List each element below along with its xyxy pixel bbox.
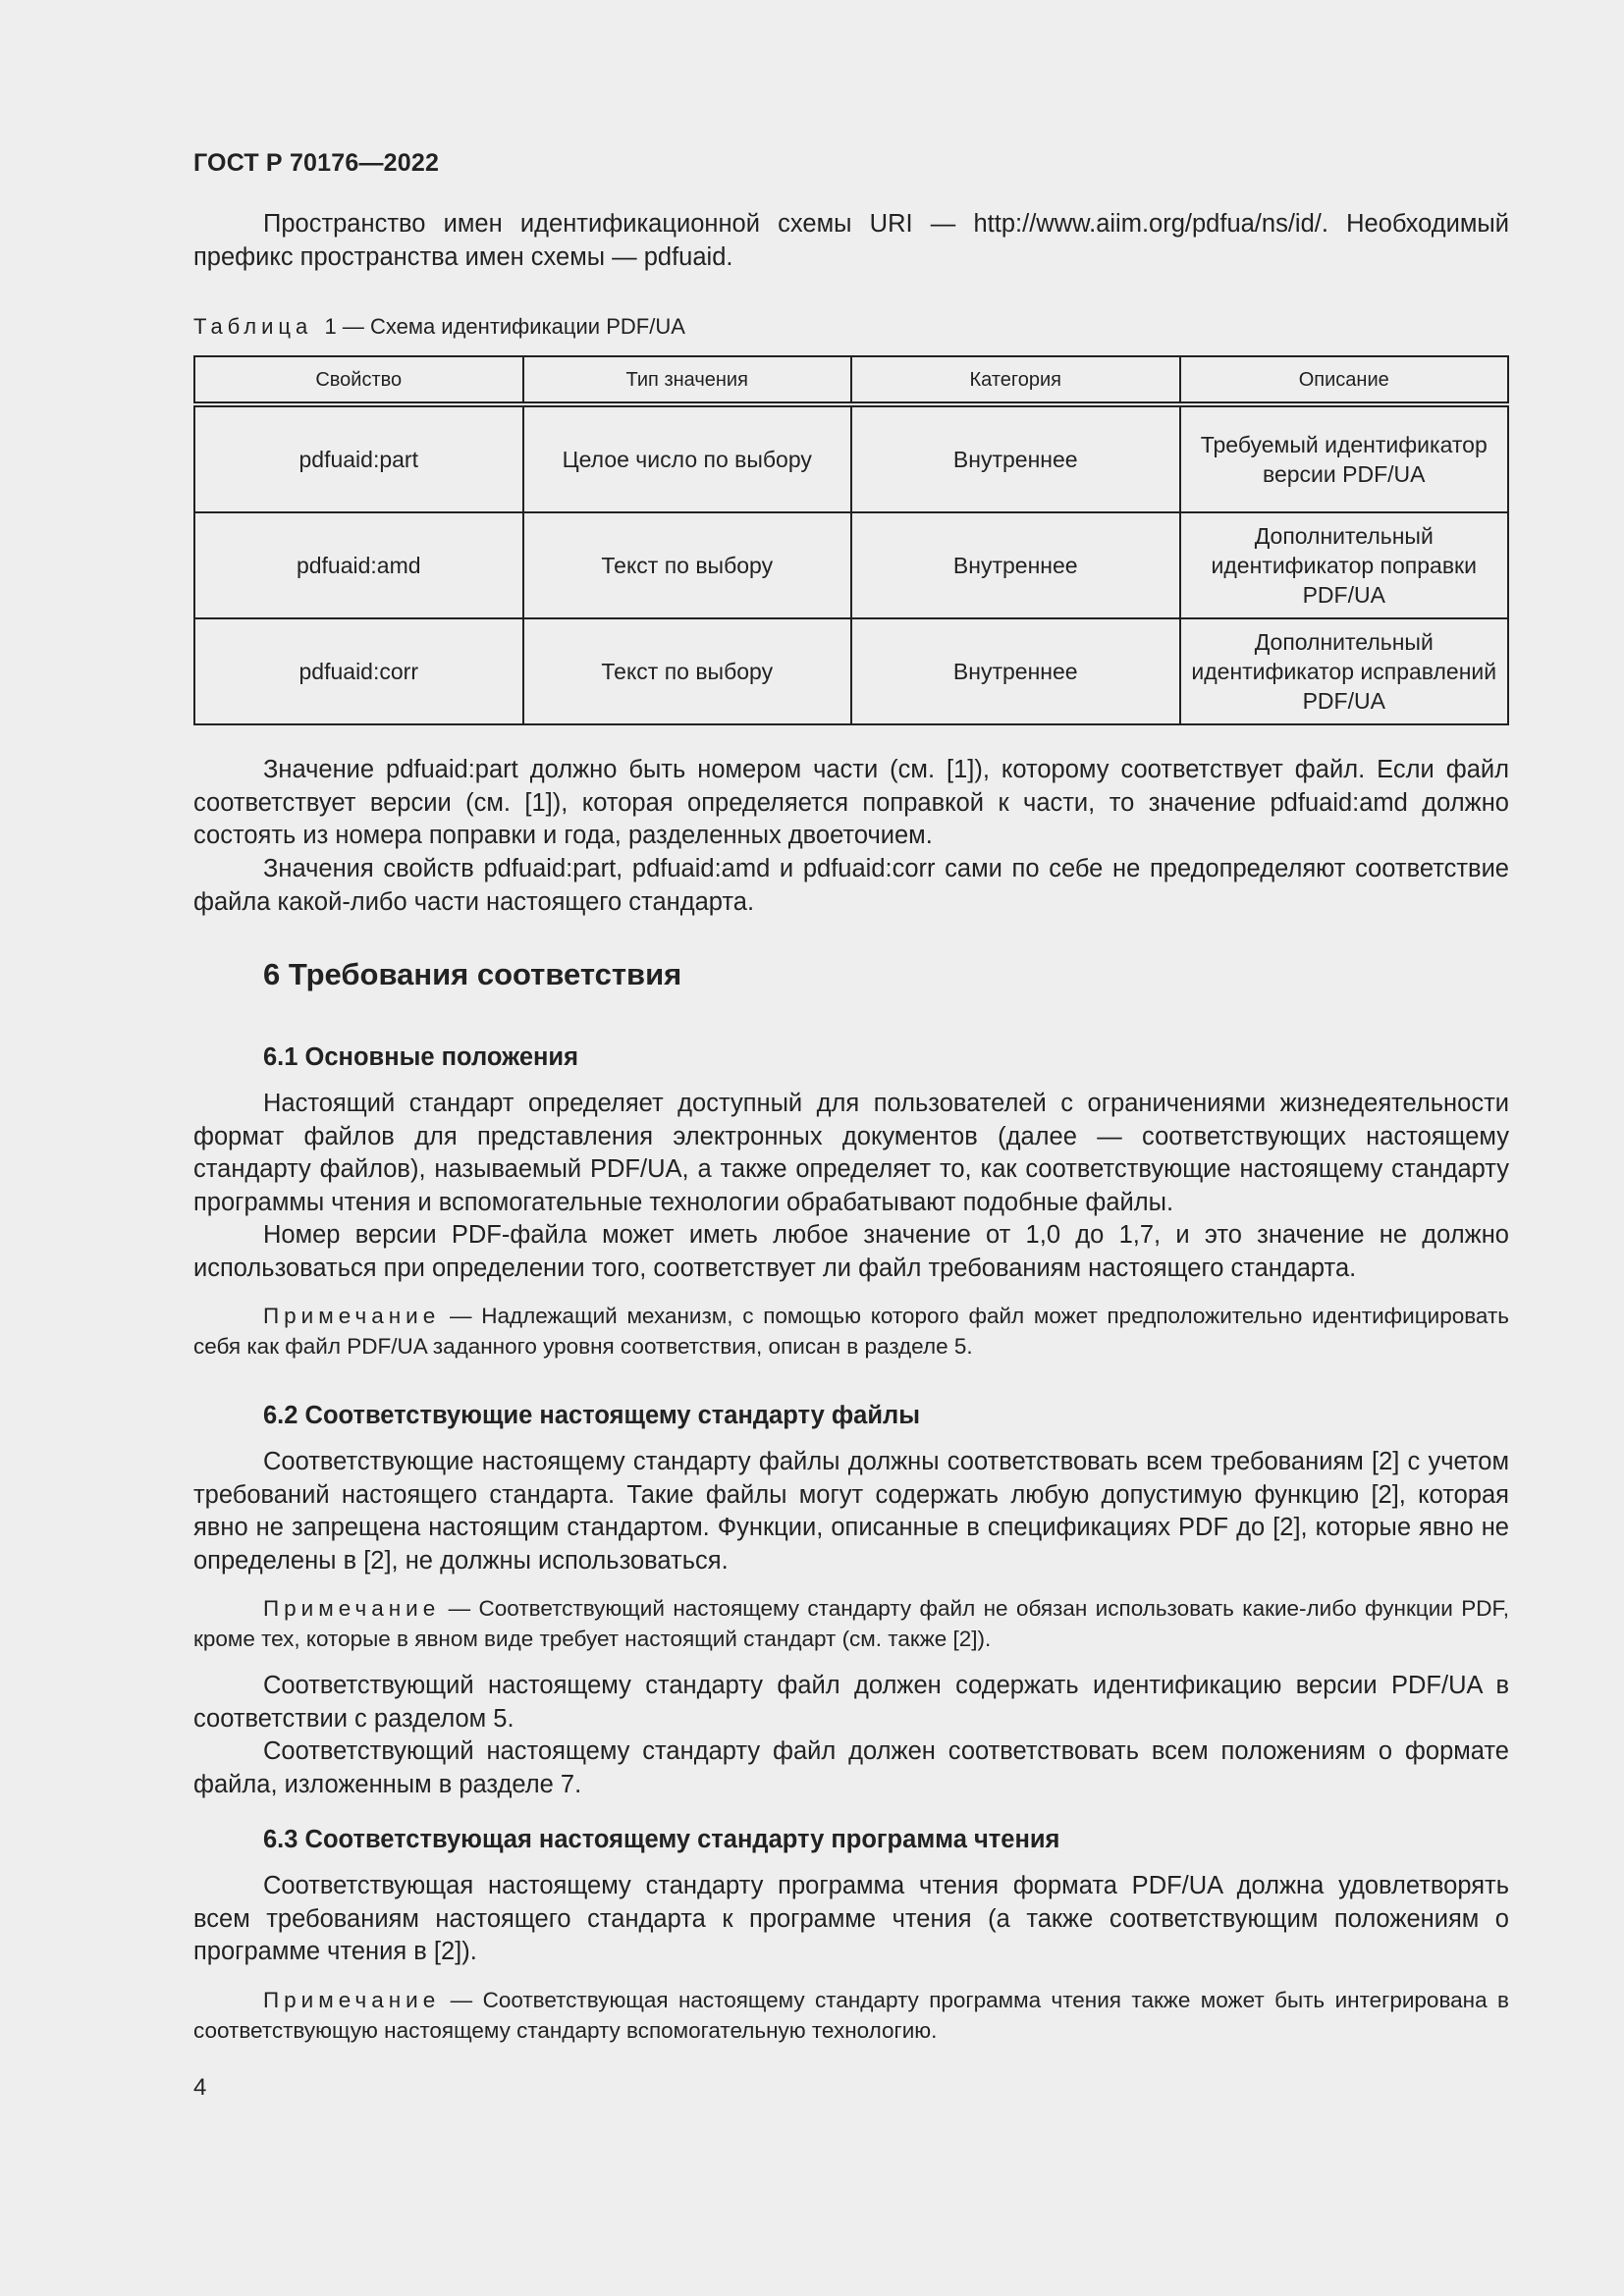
- table-caption-text: 1 — Схема идентификации PDF/UA: [324, 314, 685, 339]
- paragraph: [193, 1670, 1509, 1735]
- table-cell: Внутреннее: [851, 618, 1180, 724]
- note-text: — Соответствующий настоящему стандарту файл не обязан использовать какие-либо функции PDF, кроме тех, которые в явном виде требует настоящий стандарт (см. также [2]).: [193, 1596, 1509, 1651]
- paragraph-text: Значение pdfuaid:part должно быть номером части (см. [1]), которому соответствует файл. Если файл соответствует версии (см. [1]), которая определяется поправкой к части, то значение pdfuaid:amd должно состоять из номера поправки и года, разделенных двоеточием.: [193, 756, 1509, 849]
- page-number: 4: [193, 2074, 207, 2101]
- subsection-heading: 6.1 Основные положения: [263, 1043, 578, 1071]
- note-label: Примечание: [263, 1304, 441, 1328]
- paragraph-text: Номер версии PDF-файла может иметь любое значение от 1,0 до 1,7, и это значение не должно использоваться при определении того, соответствует ли файл требованиям настоящего стандарта.: [193, 1221, 1509, 1282]
- table-cell: Внутреннее: [851, 404, 1180, 512]
- paragraph: [193, 754, 1509, 853]
- note-text: — Надлежащий механизм, с помощью которого файл может предположительно идентифицировать себя как файл PDF/UA заданного уровня соответствия, описан в разделе 5.: [193, 1304, 1509, 1359]
- paragraph-text: Настоящий стандарт определяет доступный для пользователей с ограничениями жизнедеятельности формат файлов для представления электронных документов (далее — соответствующих настоящему стандарту файлов), называемый PDF/UA, а также определяет то, как соответствующие настоящему стандарту программы чтения и вспомогательные технологии обрабатывают подобные файлы.: [193, 1090, 1509, 1216]
- paragraph-text: Соответствующий настоящему стандарту файл должен соответствовать всем положениям о формате файла, изложенным в разделе 7.: [193, 1737, 1509, 1798]
- table-header-cell: Категория: [851, 356, 1180, 404]
- identification-schema-table: [193, 355, 1509, 725]
- paragraph-text: Соответствующий настоящему стандарту файл должен содержать идентификацию версии PDF/UA в соответствии с разделом 5.: [193, 1672, 1509, 1733]
- paragraph: [193, 853, 1509, 919]
- subsection-heading: 6.3 Соответствующая настоящему стандарту программа чтения: [263, 1826, 1060, 1853]
- table-cell: pdfuaid:corr: [194, 618, 523, 724]
- table-header-cell: Тип значения: [523, 356, 852, 404]
- table-cell: Текст по выбору: [523, 512, 852, 618]
- paragraph-text: Соответствующая настоящему стандарту программа чтения формата PDF/UA должна удовлетворять всем требованиям настоящего стандарта к программе чтения (а также соответствующим положениям о программе чтения в [2]).: [193, 1872, 1509, 1965]
- table-row: [194, 404, 1508, 512]
- document-header: ГОСТ Р 70176—2022: [193, 149, 440, 177]
- note: [193, 1985, 1509, 2046]
- table-row: [194, 512, 1508, 618]
- section-heading: 6 Требования соответствия: [263, 957, 682, 991]
- table-cell: Текст по выбору: [523, 618, 852, 724]
- note-label: Примечание: [263, 1988, 441, 2012]
- table-cell: pdfuaid:part: [194, 404, 523, 512]
- paragraph-text: Значения свойств pdfuaid:part, pdfuaid:amd и pdfuaid:corr сами по себе не предопределяют соответствие файла какой-либо части настоящего стандарта.: [193, 855, 1509, 916]
- note-text: — Соответствующая настоящему стандарту программа чтения также может быть интегрирована в соответствующую настоящему стандарту вспомогательную технологию.: [193, 1988, 1509, 2043]
- paragraph: [193, 1735, 1509, 1801]
- note-label: Примечание: [263, 1596, 441, 1621]
- intro-text: Пространство имен идентификационной схемы URI — http://www.aiim.org/pdfua/ns/id/. Необходимый префикс пространства имен схемы — pdfuaid.: [193, 210, 1509, 271]
- note: [193, 1301, 1509, 1362]
- table-cell: Целое число по выбору: [523, 404, 852, 512]
- table-cell: Требуемый идентификатор версии PDF/UA: [1180, 404, 1509, 512]
- intro-paragraph: [193, 208, 1509, 274]
- table-cell: Дополнительный идентификатор поправки PDF/UA: [1180, 512, 1509, 618]
- table-caption: [193, 314, 685, 340]
- table-header-cell: Описание: [1180, 356, 1509, 404]
- table-cell: Дополнительный идентификатор исправлений PDF/UA: [1180, 618, 1509, 724]
- table-header-row: [194, 356, 1508, 404]
- paragraph: [193, 1088, 1509, 1219]
- paragraph: [193, 1219, 1509, 1285]
- subsection-heading: 6.2 Соответствующие настоящему стандарту файлы: [263, 1402, 921, 1429]
- note: [193, 1593, 1509, 1654]
- table-header-cell: Свойство: [194, 356, 523, 404]
- table-caption-prefix: Таблица: [193, 314, 313, 339]
- paragraph-text: Соответствующие настоящему стандарту файлы должны соответствовать всем требованиям [2] с учетом требований настоящего стандарта. Такие файлы могут содержать любую допустимую функцию [2], которая явно не запрещена настоящим стандартом. Функции, описанные в спецификациях PDF до [2], которые явно не определены в [2], не должны использоваться.: [193, 1448, 1509, 1575]
- paragraph: [193, 1870, 1509, 1969]
- table-row: [194, 618, 1508, 724]
- table-cell: pdfuaid:amd: [194, 512, 523, 618]
- paragraph: [193, 1446, 1509, 1577]
- table-cell: Внутреннее: [851, 512, 1180, 618]
